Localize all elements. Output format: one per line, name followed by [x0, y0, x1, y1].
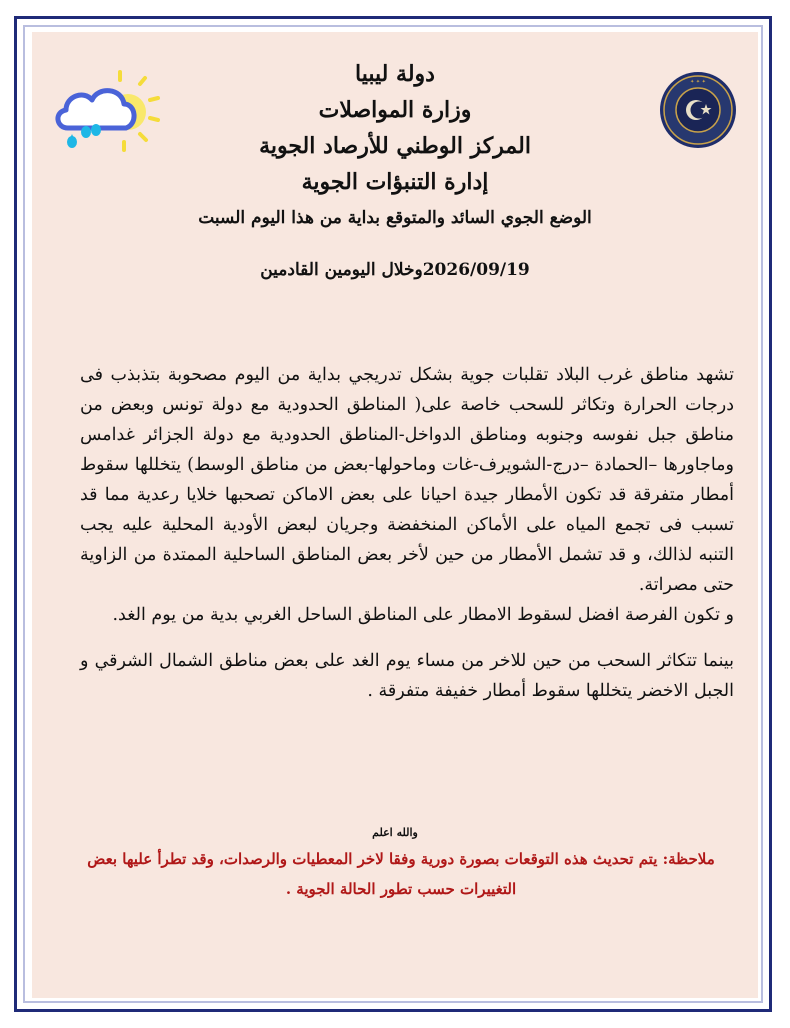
closing-phrase: والله اعلم [372, 826, 418, 839]
svg-text:✦ ✦ ✦: ✦ ✦ ✦ [690, 79, 706, 85]
ministry-name: وزارة المواصلات [318, 97, 472, 123]
department-name: إدارة التنبؤات الجوية [301, 169, 489, 195]
forecast-paragraph-2: و تكون الفرصة افضل لسقوط الامطار على المناطق الساحل الغربي بدية من يوم الغد. [112, 605, 734, 625]
forecast-body [80, 360, 734, 706]
header [32, 56, 758, 200]
forecast-paragraph-1: تشهد مناطق غرب البلاد تقلبات جوية بشكل تدريجي بداية من اليوم مصحوبة بتذبذب فى درجات الحرارة وتكاثر للسحب خاصة على( المناطق الحدودية مع دولة تونس وبعض من مناطق جبل نفوسه وجنوبه ومناطق الدواخل-المناطق الحدودية مع دولة الجزائر غدامس وماجاورها –الحمادة –درج-الشويرف-غات وماحولها-بعض من مناطق الوسط) يتخللها سقوط أمطار متفرقة قد تكون الأمطار جيدة احيانا على بعض الاماكن تصحبها خلايا رعدية مما قد تسبب فى تجمع المياه على الأماكن المنخفضة وجريان لبعض الأودية المحلية عليه يجب التنبه لذالك، و قد تشمل الأمطار من حين لأخر بعض المناطق الساحلية الممتدة من الزاوية حتى مصراتة. [80, 365, 734, 595]
forecast-paragraph-3: بينما تتكاثر السحب من حين للاخر من مساء يوم الغد على بعض مناطق الشمال الشرقي و الجبل الاخضر يتخللها سقوط أمطار خفيفة متفرقة . [80, 651, 734, 701]
bulletin-date-line: 2026/09/19وخلال اليومين القادمين [260, 260, 530, 280]
bulletin-title: الوضع الجوي السائد والمتوقع بداية من هذا اليوم السبت [198, 208, 592, 228]
update-note: ملاحظة: يتم تحديث هذه التوقعات بصورة دورية وفقا لاخر المعطيات والرصدات، وقد تطرأ عليها بعض التغييرات حسب تطور الحالة الجوية . [87, 850, 715, 898]
bulletin-page [32, 32, 758, 998]
country-name: دولة ليبيا [355, 61, 435, 87]
center-name: المركز الوطني للأرصاد الجوية [259, 133, 531, 159]
